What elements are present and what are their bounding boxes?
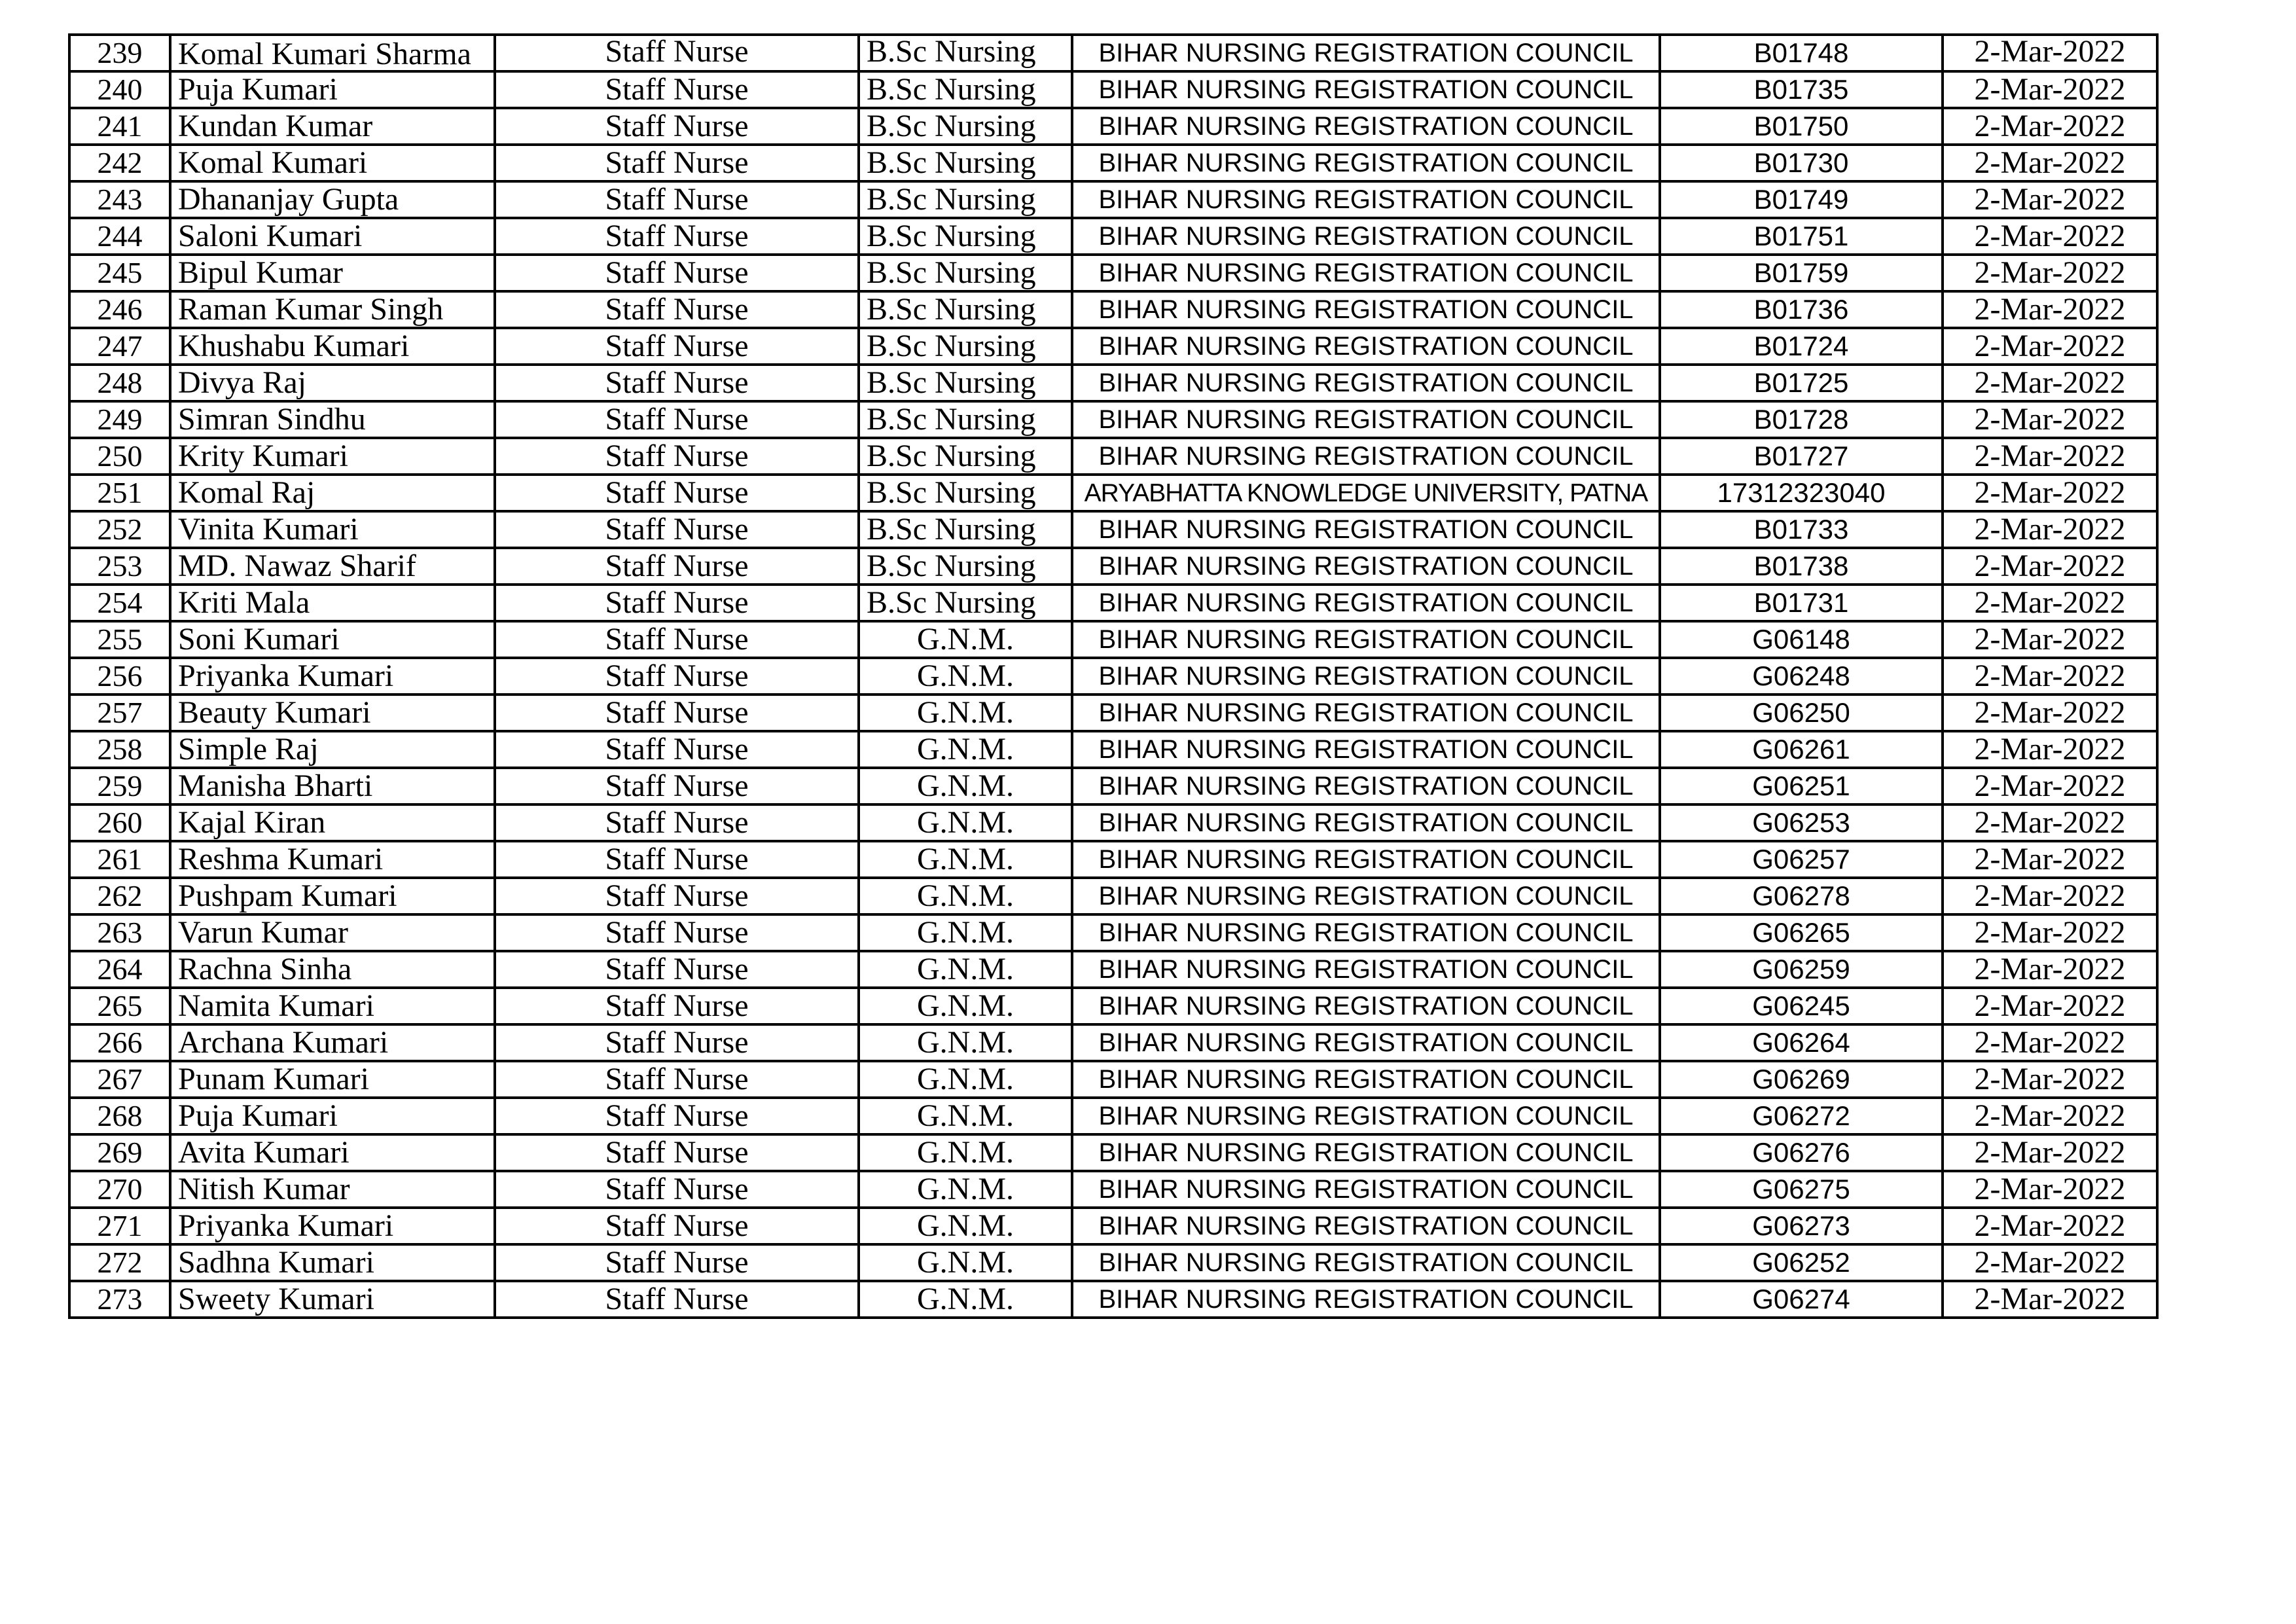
- registration-number-cell: B01728: [1660, 401, 1943, 438]
- name-cell: Namita Kumari: [170, 988, 495, 1024]
- table-row: [69, 475, 2157, 511]
- qualification-cell: B.Sc Nursing: [859, 585, 1072, 621]
- post-cell: Staff Nurse: [495, 1134, 859, 1171]
- registration-number-cell: G06253: [1660, 804, 1943, 841]
- date-cell: 2-Mar-2022: [1943, 181, 2157, 218]
- table-row: [69, 218, 2157, 255]
- qualification-cell: B.Sc Nursing: [859, 511, 1072, 548]
- table-row: [69, 1098, 2157, 1134]
- registration-number-cell: B01731: [1660, 585, 1943, 621]
- qualification-cell: G.N.M.: [859, 731, 1072, 768]
- council-cell: BIHAR NURSING REGISTRATION COUNCIL: [1072, 181, 1660, 218]
- serial-number-cell: 249: [69, 401, 170, 438]
- name-cell: Archana Kumari: [170, 1024, 495, 1061]
- council-cell: BIHAR NURSING REGISTRATION COUNCIL: [1072, 914, 1660, 951]
- qualification-cell: B.Sc Nursing: [859, 548, 1072, 585]
- qualification-cell: G.N.M.: [859, 1281, 1072, 1318]
- serial-number-cell: 255: [69, 621, 170, 658]
- registration-number-cell: B01724: [1660, 328, 1943, 365]
- post-cell: Staff Nurse: [495, 878, 859, 914]
- name-cell: Simple Raj: [170, 731, 495, 768]
- post-cell: Staff Nurse: [495, 475, 859, 511]
- registration-number-cell: B01727: [1660, 438, 1943, 475]
- date-cell: 2-Mar-2022: [1943, 768, 2157, 804]
- serial-number-cell: 273: [69, 1281, 170, 1318]
- council-cell: BIHAR NURSING REGISTRATION COUNCIL: [1072, 1244, 1660, 1281]
- council-cell: BIHAR NURSING REGISTRATION COUNCIL: [1072, 1098, 1660, 1134]
- table-row: [69, 1061, 2157, 1098]
- qualification-cell: G.N.M.: [859, 1208, 1072, 1244]
- post-cell: Staff Nurse: [495, 1281, 859, 1318]
- table-row: [69, 291, 2157, 328]
- post-cell: Staff Nurse: [495, 1208, 859, 1244]
- post-cell: Staff Nurse: [495, 658, 859, 695]
- name-cell: Sweety Kumari: [170, 1281, 495, 1318]
- date-cell: 2-Mar-2022: [1943, 475, 2157, 511]
- date-cell: 2-Mar-2022: [1943, 1208, 2157, 1244]
- council-cell: BIHAR NURSING REGISTRATION COUNCIL: [1072, 804, 1660, 841]
- qualification-cell: G.N.M.: [859, 878, 1072, 914]
- name-cell: Kriti Mala: [170, 585, 495, 621]
- registration-number-cell: B01738: [1660, 548, 1943, 585]
- council-cell: BIHAR NURSING REGISTRATION COUNCIL: [1072, 1061, 1660, 1098]
- serial-number-cell: 272: [69, 1244, 170, 1281]
- date-cell: 2-Mar-2022: [1943, 988, 2157, 1024]
- serial-number-cell: 240: [69, 71, 170, 108]
- name-cell: Bipul Kumar: [170, 255, 495, 291]
- registration-number-cell: G06273: [1660, 1208, 1943, 1244]
- qualification-cell: B.Sc Nursing: [859, 291, 1072, 328]
- table-row: [69, 511, 2157, 548]
- table-row: [69, 1171, 2157, 1208]
- date-cell: 2-Mar-2022: [1943, 841, 2157, 878]
- table-row: [69, 71, 2157, 108]
- table-row: [69, 1024, 2157, 1061]
- table-row: [69, 1244, 2157, 1281]
- council-cell: BIHAR NURSING REGISTRATION COUNCIL: [1072, 1134, 1660, 1171]
- registration-number-cell: B01730: [1660, 145, 1943, 181]
- table-row: [69, 878, 2157, 914]
- post-cell: Staff Nurse: [495, 511, 859, 548]
- date-cell: 2-Mar-2022: [1943, 511, 2157, 548]
- post-cell: Staff Nurse: [495, 108, 859, 145]
- name-cell: Divya Raj: [170, 365, 495, 401]
- date-cell: 2-Mar-2022: [1943, 1281, 2157, 1318]
- registration-number-cell: G06248: [1660, 658, 1943, 695]
- serial-number-cell: 247: [69, 328, 170, 365]
- qualification-cell: G.N.M.: [859, 1244, 1072, 1281]
- registration-number-cell: 17312323040: [1660, 475, 1943, 511]
- date-cell: 2-Mar-2022: [1943, 804, 2157, 841]
- date-cell: 2-Mar-2022: [1943, 438, 2157, 475]
- table-row: [69, 145, 2157, 181]
- name-cell: Rachna Sinha: [170, 951, 495, 988]
- date-cell: 2-Mar-2022: [1943, 695, 2157, 731]
- date-cell: 2-Mar-2022: [1943, 1098, 2157, 1134]
- qualification-cell: B.Sc Nursing: [859, 145, 1072, 181]
- table-row: [69, 988, 2157, 1024]
- date-cell: 2-Mar-2022: [1943, 878, 2157, 914]
- qualification-cell: B.Sc Nursing: [859, 328, 1072, 365]
- registration-number-cell: G06245: [1660, 988, 1943, 1024]
- name-cell: Krity Kumari: [170, 438, 495, 475]
- registration-number-cell: B01725: [1660, 365, 1943, 401]
- qualification-cell: G.N.M.: [859, 1024, 1072, 1061]
- qualification-cell: B.Sc Nursing: [859, 255, 1072, 291]
- table-row: [69, 841, 2157, 878]
- qualification-cell: G.N.M.: [859, 1098, 1072, 1134]
- serial-number-cell: 248: [69, 365, 170, 401]
- qualification-cell: G.N.M.: [859, 1134, 1072, 1171]
- qualification-cell: G.N.M.: [859, 621, 1072, 658]
- council-cell: BIHAR NURSING REGISTRATION COUNCIL: [1072, 585, 1660, 621]
- post-cell: Staff Nurse: [495, 731, 859, 768]
- date-cell: 2-Mar-2022: [1943, 1171, 2157, 1208]
- date-cell: 2-Mar-2022: [1943, 731, 2157, 768]
- name-cell: Varun Kumar: [170, 914, 495, 951]
- table-row: [69, 255, 2157, 291]
- qualification-cell: B.Sc Nursing: [859, 71, 1072, 108]
- registration-number-cell: B01749: [1660, 181, 1943, 218]
- name-cell: Pushpam Kumari: [170, 878, 495, 914]
- serial-number-cell: 256: [69, 658, 170, 695]
- date-cell: 2-Mar-2022: [1943, 365, 2157, 401]
- serial-number-cell: 257: [69, 695, 170, 731]
- qualification-cell: G.N.M.: [859, 768, 1072, 804]
- council-cell: ARYABHATTA KNOWLEDGE UNIVERSITY, PATNA: [1072, 475, 1660, 511]
- qualification-cell: B.Sc Nursing: [859, 475, 1072, 511]
- registration-number-cell: B01736: [1660, 291, 1943, 328]
- table-row: [69, 914, 2157, 951]
- date-cell: 2-Mar-2022: [1943, 621, 2157, 658]
- post-cell: Staff Nurse: [495, 291, 859, 328]
- date-cell: 2-Mar-2022: [1943, 71, 2157, 108]
- qualification-cell: G.N.M.: [859, 1171, 1072, 1208]
- council-cell: BIHAR NURSING REGISTRATION COUNCIL: [1072, 438, 1660, 475]
- council-cell: BIHAR NURSING REGISTRATION COUNCIL: [1072, 291, 1660, 328]
- staff-nurse-table: [68, 33, 2159, 1319]
- post-cell: Staff Nurse: [495, 401, 859, 438]
- serial-number-cell: 261: [69, 841, 170, 878]
- date-cell: 2-Mar-2022: [1943, 1134, 2157, 1171]
- date-cell: 2-Mar-2022: [1943, 218, 2157, 255]
- post-cell: Staff Nurse: [495, 181, 859, 218]
- table-row: [69, 108, 2157, 145]
- qualification-cell: G.N.M.: [859, 1061, 1072, 1098]
- registration-number-cell: B01751: [1660, 218, 1943, 255]
- table-row: [69, 621, 2157, 658]
- post-cell: Staff Nurse: [495, 804, 859, 841]
- name-cell: MD. Nawaz Sharif: [170, 548, 495, 585]
- qualification-cell: G.N.M.: [859, 951, 1072, 988]
- council-cell: BIHAR NURSING REGISTRATION COUNCIL: [1072, 1171, 1660, 1208]
- qualification-cell: G.N.M.: [859, 658, 1072, 695]
- registration-number-cell: G06274: [1660, 1281, 1943, 1318]
- date-cell: 2-Mar-2022: [1943, 1024, 2157, 1061]
- table-body: [69, 35, 2157, 1318]
- post-cell: Staff Nurse: [495, 255, 859, 291]
- name-cell: Simran Sindhu: [170, 401, 495, 438]
- registration-number-cell: G06148: [1660, 621, 1943, 658]
- table-row: [69, 1208, 2157, 1244]
- table-row: [69, 658, 2157, 695]
- name-cell: Punam Kumari: [170, 1061, 495, 1098]
- date-cell: 2-Mar-2022: [1943, 328, 2157, 365]
- name-cell: Kundan Kumar: [170, 108, 495, 145]
- council-cell: BIHAR NURSING REGISTRATION COUNCIL: [1072, 71, 1660, 108]
- registration-number-cell: G06269: [1660, 1061, 1943, 1098]
- post-cell: Staff Nurse: [495, 218, 859, 255]
- name-cell: Komal Kumari: [170, 145, 495, 181]
- table-row: [69, 804, 2157, 841]
- date-cell: 2-Mar-2022: [1943, 108, 2157, 145]
- post-cell: Staff Nurse: [495, 145, 859, 181]
- post-cell: Staff Nurse: [495, 365, 859, 401]
- name-cell: Puja Kumari: [170, 1098, 495, 1134]
- council-cell: BIHAR NURSING REGISTRATION COUNCIL: [1072, 511, 1660, 548]
- name-cell: Kajal Kiran: [170, 804, 495, 841]
- serial-number-cell: 258: [69, 731, 170, 768]
- serial-number-cell: 260: [69, 804, 170, 841]
- name-cell: Priyanka Kumari: [170, 658, 495, 695]
- serial-number-cell: 259: [69, 768, 170, 804]
- registration-number-cell: B01759: [1660, 255, 1943, 291]
- name-cell: Dhananjay Gupta: [170, 181, 495, 218]
- registration-number-cell: G06275: [1660, 1171, 1943, 1208]
- date-cell: 2-Mar-2022: [1943, 658, 2157, 695]
- name-cell: Manisha Bharti: [170, 768, 495, 804]
- qualification-cell: G.N.M.: [859, 841, 1072, 878]
- serial-number-cell: 267: [69, 1061, 170, 1098]
- table-row: [69, 328, 2157, 365]
- post-cell: Staff Nurse: [495, 988, 859, 1024]
- council-cell: BIHAR NURSING REGISTRATION COUNCIL: [1072, 841, 1660, 878]
- serial-number-cell: 269: [69, 1134, 170, 1171]
- date-cell: 2-Mar-2022: [1943, 291, 2157, 328]
- name-cell: Saloni Kumari: [170, 218, 495, 255]
- name-cell: Avita Kumari: [170, 1134, 495, 1171]
- serial-number-cell: 266: [69, 1024, 170, 1061]
- table-row: [69, 731, 2157, 768]
- post-cell: Staff Nurse: [495, 1098, 859, 1134]
- council-cell: BIHAR NURSING REGISTRATION COUNCIL: [1072, 401, 1660, 438]
- table-row: [69, 768, 2157, 804]
- qualification-cell: B.Sc Nursing: [859, 401, 1072, 438]
- serial-number-cell: 264: [69, 951, 170, 988]
- serial-number-cell: 243: [69, 181, 170, 218]
- name-cell: Priyanka Kumari: [170, 1208, 495, 1244]
- qualification-cell: G.N.M.: [859, 804, 1072, 841]
- date-cell: 2-Mar-2022: [1943, 951, 2157, 988]
- post-cell: Staff Nurse: [495, 951, 859, 988]
- council-cell: BIHAR NURSING REGISTRATION COUNCIL: [1072, 35, 1660, 71]
- registration-number-cell: G06272: [1660, 1098, 1943, 1134]
- table-row: [69, 585, 2157, 621]
- serial-number-cell: 239: [69, 35, 170, 71]
- date-cell: 2-Mar-2022: [1943, 1061, 2157, 1098]
- table-row: [69, 35, 2157, 71]
- registration-number-cell: G06264: [1660, 1024, 1943, 1061]
- council-cell: BIHAR NURSING REGISTRATION COUNCIL: [1072, 328, 1660, 365]
- council-cell: BIHAR NURSING REGISTRATION COUNCIL: [1072, 988, 1660, 1024]
- table-row: [69, 951, 2157, 988]
- post-cell: Staff Nurse: [495, 438, 859, 475]
- serial-number-cell: 262: [69, 878, 170, 914]
- name-cell: Vinita Kumari: [170, 511, 495, 548]
- serial-number-cell: 253: [69, 548, 170, 585]
- serial-number-cell: 265: [69, 988, 170, 1024]
- serial-number-cell: 268: [69, 1098, 170, 1134]
- serial-number-cell: 254: [69, 585, 170, 621]
- post-cell: Staff Nurse: [495, 1061, 859, 1098]
- name-cell: Khushabu Kumari: [170, 328, 495, 365]
- council-cell: BIHAR NURSING REGISTRATION COUNCIL: [1072, 1024, 1660, 1061]
- table-row: [69, 1281, 2157, 1318]
- date-cell: 2-Mar-2022: [1943, 585, 2157, 621]
- post-cell: Staff Nurse: [495, 914, 859, 951]
- post-cell: Staff Nurse: [495, 548, 859, 585]
- qualification-cell: B.Sc Nursing: [859, 365, 1072, 401]
- council-cell: BIHAR NURSING REGISTRATION COUNCIL: [1072, 218, 1660, 255]
- registration-number-cell: G06276: [1660, 1134, 1943, 1171]
- name-cell: Reshma Kumari: [170, 841, 495, 878]
- qualification-cell: B.Sc Nursing: [859, 181, 1072, 218]
- council-cell: BIHAR NURSING REGISTRATION COUNCIL: [1072, 1208, 1660, 1244]
- post-cell: Staff Nurse: [495, 695, 859, 731]
- registration-number-cell: G06252: [1660, 1244, 1943, 1281]
- serial-number-cell: 244: [69, 218, 170, 255]
- table-row: [69, 438, 2157, 475]
- post-cell: Staff Nurse: [495, 1244, 859, 1281]
- serial-number-cell: 245: [69, 255, 170, 291]
- serial-number-cell: 271: [69, 1208, 170, 1244]
- council-cell: BIHAR NURSING REGISTRATION COUNCIL: [1072, 365, 1660, 401]
- post-cell: Staff Nurse: [495, 1024, 859, 1061]
- date-cell: 2-Mar-2022: [1943, 548, 2157, 585]
- post-cell: Staff Nurse: [495, 621, 859, 658]
- name-cell: Nitish Kumar: [170, 1171, 495, 1208]
- council-cell: BIHAR NURSING REGISTRATION COUNCIL: [1072, 878, 1660, 914]
- council-cell: BIHAR NURSING REGISTRATION COUNCIL: [1072, 695, 1660, 731]
- post-cell: Staff Nurse: [495, 35, 859, 71]
- registration-number-cell: G06278: [1660, 878, 1943, 914]
- serial-number-cell: 252: [69, 511, 170, 548]
- date-cell: 2-Mar-2022: [1943, 401, 2157, 438]
- registration-number-cell: G06265: [1660, 914, 1943, 951]
- serial-number-cell: 251: [69, 475, 170, 511]
- serial-number-cell: 270: [69, 1171, 170, 1208]
- name-cell: Raman Kumar Singh: [170, 291, 495, 328]
- name-cell: Beauty Kumari: [170, 695, 495, 731]
- council-cell: BIHAR NURSING REGISTRATION COUNCIL: [1072, 951, 1660, 988]
- council-cell: BIHAR NURSING REGISTRATION COUNCIL: [1072, 255, 1660, 291]
- name-cell: Soni Kumari: [170, 621, 495, 658]
- table-row: [69, 695, 2157, 731]
- date-cell: 2-Mar-2022: [1943, 35, 2157, 71]
- registration-number-cell: G06257: [1660, 841, 1943, 878]
- qualification-cell: B.Sc Nursing: [859, 438, 1072, 475]
- date-cell: 2-Mar-2022: [1943, 145, 2157, 181]
- table-row: [69, 181, 2157, 218]
- table-row: [69, 401, 2157, 438]
- council-cell: BIHAR NURSING REGISTRATION COUNCIL: [1072, 1281, 1660, 1318]
- qualification-cell: G.N.M.: [859, 695, 1072, 731]
- council-cell: BIHAR NURSING REGISTRATION COUNCIL: [1072, 548, 1660, 585]
- post-cell: Staff Nurse: [495, 328, 859, 365]
- table-row: [69, 365, 2157, 401]
- serial-number-cell: 246: [69, 291, 170, 328]
- registration-number-cell: G06251: [1660, 768, 1943, 804]
- registration-number-cell: G06250: [1660, 695, 1943, 731]
- name-cell: Sadhna Kumari: [170, 1244, 495, 1281]
- date-cell: 2-Mar-2022: [1943, 1244, 2157, 1281]
- table-row: [69, 1134, 2157, 1171]
- council-cell: BIHAR NURSING REGISTRATION COUNCIL: [1072, 768, 1660, 804]
- name-cell: Puja Kumari: [170, 71, 495, 108]
- name-cell: Komal Raj: [170, 475, 495, 511]
- post-cell: Staff Nurse: [495, 585, 859, 621]
- council-cell: BIHAR NURSING REGISTRATION COUNCIL: [1072, 108, 1660, 145]
- serial-number-cell: 241: [69, 108, 170, 145]
- council-cell: BIHAR NURSING REGISTRATION COUNCIL: [1072, 731, 1660, 768]
- post-cell: Staff Nurse: [495, 768, 859, 804]
- date-cell: 2-Mar-2022: [1943, 255, 2157, 291]
- name-cell: Komal Kumari Sharma: [170, 35, 495, 71]
- serial-number-cell: 250: [69, 438, 170, 475]
- registration-number-cell: G06261: [1660, 731, 1943, 768]
- qualification-cell: G.N.M.: [859, 988, 1072, 1024]
- qualification-cell: B.Sc Nursing: [859, 108, 1072, 145]
- registration-number-cell: B01733: [1660, 511, 1943, 548]
- registration-number-cell: B01750: [1660, 108, 1943, 145]
- serial-number-cell: 263: [69, 914, 170, 951]
- serial-number-cell: 242: [69, 145, 170, 181]
- post-cell: Staff Nurse: [495, 71, 859, 108]
- qualification-cell: G.N.M.: [859, 914, 1072, 951]
- registration-number-cell: B01748: [1660, 35, 1943, 71]
- registration-number-cell: B01735: [1660, 71, 1943, 108]
- qualification-cell: B.Sc Nursing: [859, 218, 1072, 255]
- post-cell: Staff Nurse: [495, 841, 859, 878]
- council-cell: BIHAR NURSING REGISTRATION COUNCIL: [1072, 658, 1660, 695]
- council-cell: BIHAR NURSING REGISTRATION COUNCIL: [1072, 145, 1660, 181]
- date-cell: 2-Mar-2022: [1943, 914, 2157, 951]
- registration-number-cell: G06259: [1660, 951, 1943, 988]
- post-cell: Staff Nurse: [495, 1171, 859, 1208]
- qualification-cell: B.Sc Nursing: [859, 35, 1072, 71]
- table-row: [69, 548, 2157, 585]
- council-cell: BIHAR NURSING REGISTRATION COUNCIL: [1072, 621, 1660, 658]
